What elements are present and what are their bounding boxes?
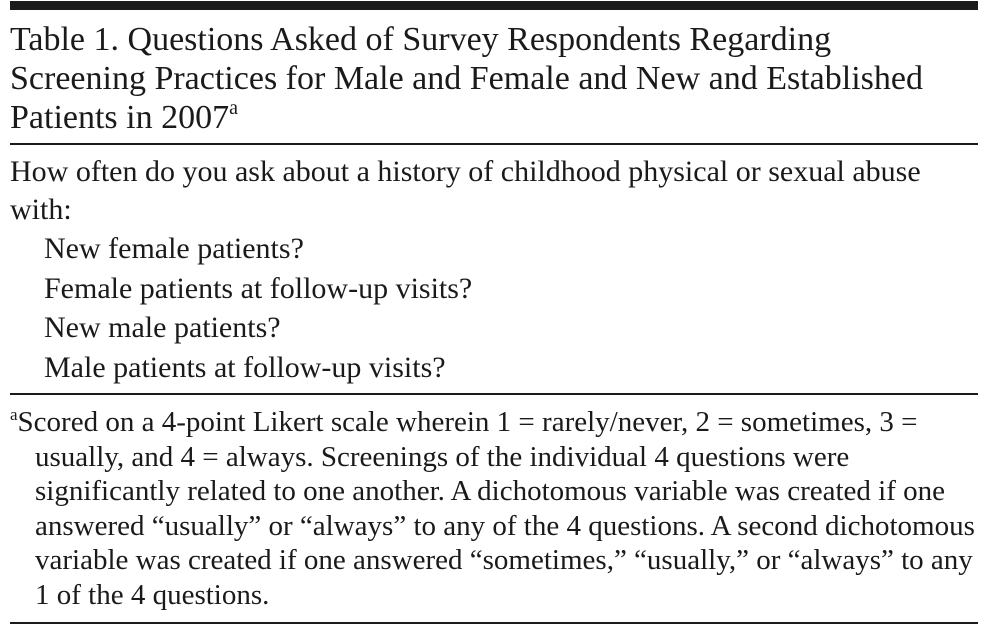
table-container bbox=[10, 0, 978, 624]
top-rule bbox=[10, 1, 978, 10]
footnote-text: Scored on a 4-point Likert scale wherein 1 = rarely/never, 2 = sometimes, 3 = usually, and 4 = always. Screenings of the individual 4 questions were significantly related to one another. A dichotomous variable was created if one answered “usually” or “always” to any of the 4 questions. A second dichotomous variable was created if one answered “sometimes,” “usually,” or “always” to any 1 of the 4 questions. bbox=[17, 406, 975, 611]
question-text: How often do you ask about a history of childhood physical or sexual abuse with: bbox=[10, 155, 921, 226]
list-item: Female patients at follow-up visits? bbox=[44, 271, 473, 305]
list-item: Male patients at follow-up visits? bbox=[44, 350, 446, 384]
table-title bbox=[10, 20, 978, 137]
list-item: New male patients? bbox=[44, 311, 281, 344]
header-rule bbox=[10, 143, 978, 145]
footnote-rule bbox=[10, 393, 978, 395]
question-items bbox=[10, 229, 978, 387]
title-footnote-marker: a bbox=[229, 97, 238, 119]
list-item: New female patients? bbox=[44, 232, 304, 265]
footnote-marker: a bbox=[10, 405, 18, 424]
table-footnote bbox=[10, 405, 978, 612]
table-title-text: Table 1. Questions Asked of Survey Respondents Regarding Screening Practices for Male and Female and New and Established Patients in 2007 bbox=[10, 21, 923, 136]
